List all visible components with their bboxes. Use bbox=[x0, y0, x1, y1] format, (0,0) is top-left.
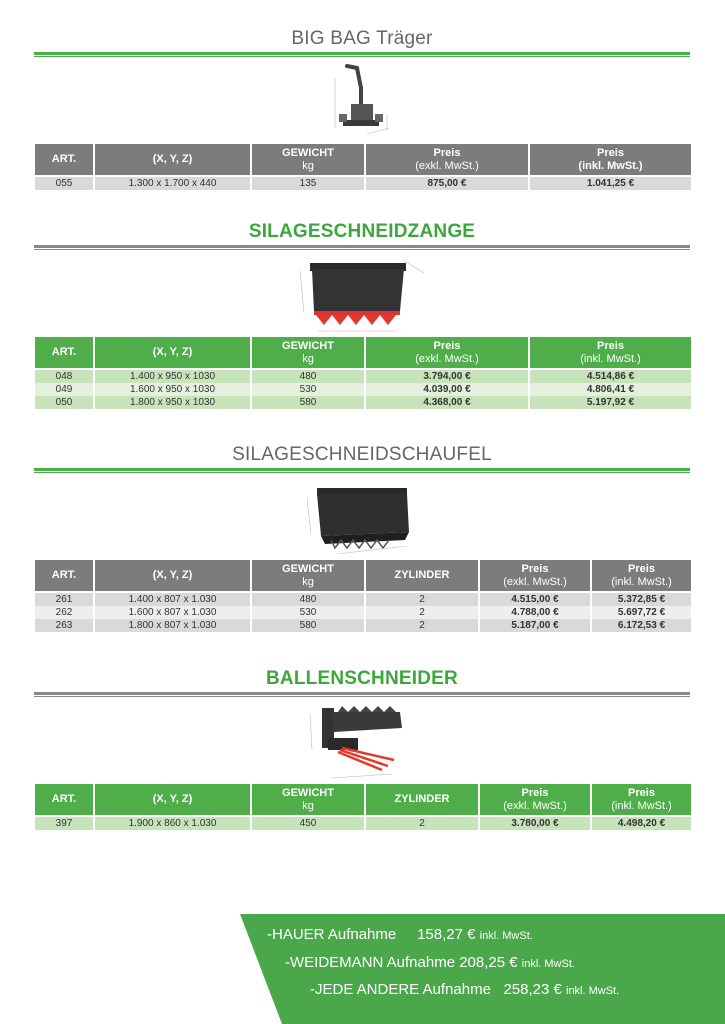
table-header-row bbox=[35, 560, 691, 591]
header-preis-inkl bbox=[530, 144, 691, 175]
header-preis-label: Preis bbox=[597, 339, 624, 352]
adapter-price-banner bbox=[240, 914, 725, 1024]
banner-price: 158,27 € bbox=[417, 926, 476, 943]
banner-line-hauer bbox=[267, 926, 533, 943]
section-divider bbox=[34, 245, 690, 251]
section-silageschneidzange bbox=[34, 221, 690, 409]
table-row bbox=[35, 396, 691, 409]
cell-exkl: 3.780,00 € bbox=[480, 817, 590, 830]
cell-inkl: 1.041,25 € bbox=[530, 177, 691, 190]
section-big-bag bbox=[34, 28, 690, 190]
table-header-row bbox=[35, 337, 691, 368]
cell-inkl: 4.498,20 € bbox=[592, 817, 691, 830]
header-preis-label: Preis bbox=[521, 562, 549, 575]
cell-xyz: 1.600 x 807 x 1.030 bbox=[95, 606, 250, 619]
header-art: ART. bbox=[35, 144, 93, 175]
cell-inkl: 6.172,53 € bbox=[592, 619, 691, 632]
table-row bbox=[35, 383, 691, 396]
cell-inkl: 5.197,92 € bbox=[530, 396, 691, 409]
table-row bbox=[35, 177, 691, 190]
cell-xyz: 1.800 x 950 x 1030 bbox=[95, 396, 250, 409]
cell-zylinder: 2 bbox=[366, 606, 478, 619]
header-zylinder: ZYLINDER bbox=[366, 784, 478, 815]
header-gewicht-unit: kg bbox=[302, 159, 314, 172]
cell-xyz: 1.400 x 950 x 1030 bbox=[95, 370, 250, 383]
cell-exkl: 5.187,00 € bbox=[480, 619, 590, 632]
header-art: ART. bbox=[35, 560, 93, 591]
header-inkl-label: (inkl. MwSt.) bbox=[578, 159, 643, 172]
section-title: BIG BAG Träger bbox=[291, 28, 433, 49]
cell-art: 261 bbox=[35, 593, 93, 606]
banner-suffix: inkl. MwSt. bbox=[479, 930, 533, 942]
header-preis-label: Preis bbox=[597, 146, 624, 159]
header-preis-exkl bbox=[480, 560, 590, 591]
header-xyz: (X, Y, Z) bbox=[95, 784, 250, 815]
section-title: SILAGESCHNEIDSCHAUFEL bbox=[232, 444, 492, 465]
table-row bbox=[35, 606, 691, 619]
header-art: ART. bbox=[35, 337, 93, 368]
price-table bbox=[33, 337, 693, 409]
cell-exkl: 4.039,00 € bbox=[366, 383, 528, 396]
cell-inkl: 4.806,41 € bbox=[530, 383, 691, 396]
header-gewicht-label: GEWICHT bbox=[282, 339, 334, 352]
header-gewicht bbox=[252, 560, 364, 591]
cell-xyz: 1.600 x 950 x 1030 bbox=[95, 383, 250, 396]
header-gewicht bbox=[252, 784, 364, 815]
cell-gewicht: 480 bbox=[252, 370, 364, 383]
cell-exkl: 4.788,00 € bbox=[480, 606, 590, 619]
cell-art: 263 bbox=[35, 619, 93, 632]
header-gewicht-unit: kg bbox=[302, 575, 314, 588]
cell-zylinder: 2 bbox=[366, 817, 478, 830]
header-inkl-label: (inkl. MwSt.) bbox=[580, 352, 641, 365]
banner-line-weidemann bbox=[285, 954, 575, 971]
cell-art: 050 bbox=[35, 396, 93, 409]
cell-exkl: 4.368,00 € bbox=[366, 396, 528, 409]
cell-gewicht: 580 bbox=[252, 619, 364, 632]
header-gewicht bbox=[252, 337, 364, 368]
price-table bbox=[33, 560, 693, 632]
banner-suffix: inkl. MwSt. bbox=[566, 985, 620, 997]
cell-inkl: 4.514,86 € bbox=[530, 370, 691, 383]
section-divider bbox=[34, 468, 690, 474]
banner-label: -HAUER Aufnahme bbox=[267, 926, 397, 943]
header-gewicht-unit: kg bbox=[302, 799, 314, 812]
price-table bbox=[33, 144, 693, 190]
header-gewicht-label: GEWICHT bbox=[282, 786, 334, 799]
cell-xyz: 1.400 x 807 x 1.030 bbox=[95, 593, 250, 606]
table-row bbox=[35, 370, 691, 383]
banner-suffix: inkl. MwSt. bbox=[521, 958, 575, 970]
header-gewicht bbox=[252, 144, 364, 175]
cell-gewicht: 450 bbox=[252, 817, 364, 830]
header-preis-label: Preis bbox=[433, 146, 461, 159]
header-exkl-label: (exkl. MwSt.) bbox=[503, 575, 567, 588]
cell-gewicht: 135 bbox=[252, 177, 364, 190]
cell-gewicht: 530 bbox=[252, 383, 364, 396]
cell-gewicht: 580 bbox=[252, 396, 364, 409]
header-preis-exkl bbox=[366, 144, 528, 175]
banner-line-jede-andere bbox=[310, 981, 619, 998]
cell-zylinder: 2 bbox=[366, 619, 478, 632]
header-preis-inkl bbox=[592, 784, 691, 815]
section-ballenschneider bbox=[34, 668, 690, 830]
header-gewicht-unit: kg bbox=[302, 352, 314, 365]
cell-exkl: 4.515,00 € bbox=[480, 593, 590, 606]
header-preis-inkl bbox=[530, 337, 691, 368]
header-preis-inkl bbox=[592, 560, 691, 591]
product-image-ballenschneider bbox=[34, 698, 690, 784]
header-zylinder: ZYLINDER bbox=[366, 560, 478, 591]
cell-xyz: 1.800 x 807 x 1.030 bbox=[95, 619, 250, 632]
table-header-row bbox=[35, 144, 691, 175]
section-silageschneidschaufel bbox=[34, 444, 690, 632]
cell-xyz: 1.900 x 860 x 1.030 bbox=[95, 817, 250, 830]
table-row bbox=[35, 619, 691, 632]
header-art: ART. bbox=[35, 784, 93, 815]
section-divider bbox=[34, 692, 690, 698]
cell-art: 048 bbox=[35, 370, 93, 383]
product-image-big-bag bbox=[34, 58, 690, 144]
cell-art: 049 bbox=[35, 383, 93, 396]
header-exkl-label: (exkl. MwSt.) bbox=[415, 159, 479, 172]
banner-label: -WEIDEMANN Aufnahme bbox=[285, 954, 456, 971]
header-preis-label: Preis bbox=[628, 786, 655, 799]
cell-inkl: 5.372,85 € bbox=[592, 593, 691, 606]
cell-gewicht: 480 bbox=[252, 593, 364, 606]
header-xyz: (X, Y, Z) bbox=[95, 144, 250, 175]
cell-zylinder: 2 bbox=[366, 593, 478, 606]
price-table bbox=[33, 784, 693, 830]
header-preis-exkl bbox=[366, 337, 528, 368]
cell-gewicht: 530 bbox=[252, 606, 364, 619]
cell-exkl: 3.794,00 € bbox=[366, 370, 528, 383]
header-inkl-label: (inkl. MwSt.) bbox=[611, 799, 672, 812]
header-preis-label: Preis bbox=[433, 339, 461, 352]
section-divider bbox=[34, 52, 690, 58]
header-exkl-label: (exkl. MwSt.) bbox=[503, 799, 567, 812]
banner-price: 258,23 € bbox=[503, 981, 562, 998]
header-preis-exkl bbox=[480, 784, 590, 815]
banner-label: -JEDE ANDERE Aufnahme bbox=[310, 981, 491, 998]
header-gewicht-label: GEWICHT bbox=[282, 562, 334, 575]
cell-art: 397 bbox=[35, 817, 93, 830]
header-xyz: (X, Y, Z) bbox=[95, 560, 250, 591]
header-exkl-label: (exkl. MwSt.) bbox=[415, 352, 479, 365]
header-xyz: (X, Y, Z) bbox=[95, 337, 250, 368]
cell-art: 055 bbox=[35, 177, 93, 190]
header-gewicht-label: GEWICHT bbox=[282, 146, 334, 159]
header-inkl-label: (inkl. MwSt.) bbox=[611, 575, 672, 588]
cell-xyz: 1.300 x 1.700 x 440 bbox=[95, 177, 250, 190]
banner-price: 208,25 € bbox=[459, 954, 518, 971]
cell-inkl: 5.697,72 € bbox=[592, 606, 691, 619]
product-image-silageschneidschaufel bbox=[34, 474, 690, 560]
section-title: SILAGESCHNEIDZANGE bbox=[248, 221, 476, 242]
cell-exkl: 875,00 € bbox=[366, 177, 528, 190]
cell-art: 262 bbox=[35, 606, 93, 619]
header-preis-label: Preis bbox=[521, 786, 549, 799]
product-image-silageschneidzange bbox=[34, 251, 690, 337]
section-title: BALLENSCHNEIDER bbox=[266, 668, 458, 689]
header-preis-label: Preis bbox=[628, 562, 655, 575]
table-row bbox=[35, 817, 691, 830]
table-row bbox=[35, 593, 691, 606]
table-header-row bbox=[35, 784, 691, 815]
